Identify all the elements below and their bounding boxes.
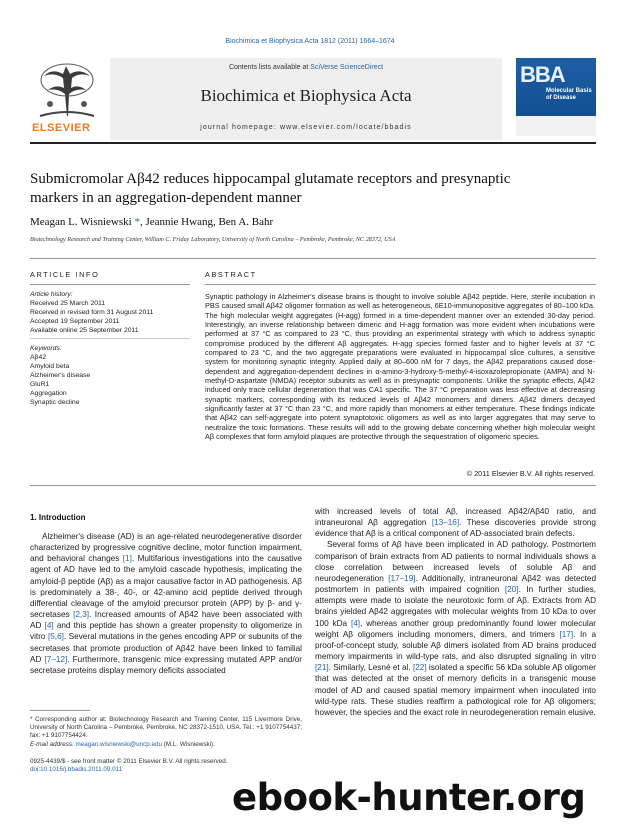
keyword-item: Synaptic decline	[30, 399, 80, 406]
citation-link[interactable]: [17–19]	[388, 573, 416, 583]
article-info-header: ARTICLE INFO	[30, 270, 100, 279]
citation-link[interactable]: [5,6]	[47, 632, 64, 642]
history-item: Available online 25 September 2011	[30, 327, 139, 334]
first-author: Meagan L. Wisniewski	[30, 216, 132, 228]
journal-banner	[110, 58, 502, 140]
journal-name: Biochimica et Biophysica Acta	[200, 86, 412, 105]
citation-link[interactable]: [4]	[350, 618, 361, 628]
text-run: Alzheimer's disease (AD) is an age-related neurodegenerative disorder characterized by progressive cognitive decline, motor function impairment, and behavioral changes	[30, 532, 302, 564]
text-run: . Furthermore, transgenic mice expressing mutated APP and/or secretase proteins display memory deficits associated	[30, 654, 302, 675]
issn-line: 0925-4439/$ - see front matter © 2011 Elsevier B.V. All rights reserved.	[30, 758, 228, 765]
keywords-rule	[30, 338, 190, 339]
email-label: E-mail address:	[30, 740, 76, 748]
citation-link[interactable]: [22]	[412, 663, 427, 673]
text-run: . Similarly, Lesné et al.	[328, 663, 413, 673]
keywords	[30, 344, 90, 407]
text-run: . Several mutations in the genes encoding APP or subunits of the secretases that promote production of Aβ42 have been linked to familial AD	[30, 632, 302, 664]
body-column-left	[30, 531, 302, 676]
text-run: Several forms of Aβ have been implicated in AD pathology. Postmortem comparison of brain extracts from AD patients to normal individuals shows a close correlation between increased levels of soluble Aβ and neurodegeneration	[315, 540, 596, 583]
masthead	[30, 58, 596, 140]
text-run: . Multifarious investigations into the causative agent of AD have led to the amyloid cascade hypothesis, implicating the amyloid-β peptide (Aβ) as a major causative factor in AD pathogenesis. Aβ is predominately a 38-, 40-, or 42-amino acid peptide derived through differential cleavage of the amyloid precursor protein (APP) by β- and γ-secretases	[30, 554, 302, 620]
corresponding-author-mark[interactable]: *	[131, 216, 140, 228]
keyword-item: Aggregation	[30, 390, 67, 397]
corresponding-author-footnote	[30, 716, 302, 749]
citation-link[interactable]: [2,3]	[73, 610, 90, 620]
text-run: . Additionally, intraneuronal Aβ42 was detected postmortem in patients with impaired cognition	[315, 573, 596, 595]
text-run: and this peptide has shown a greater propensity to oligomerize in vitro	[30, 621, 302, 642]
journal-cover	[516, 58, 596, 136]
contents-prefix: Contents lists available at	[228, 64, 311, 71]
email-link[interactable]: meagan.wisniewski@uncp.edu	[75, 740, 163, 748]
article-history	[30, 290, 153, 335]
keywords-label: Keywords:	[30, 345, 62, 352]
history-label: Article history:	[30, 291, 73, 298]
citation-link[interactable]: [4]	[44, 621, 54, 631]
article-info-rule	[30, 284, 190, 285]
footnote-rule	[30, 710, 90, 711]
doi-link[interactable]: doi:10.1016/j.bbadis.2011.09.011	[30, 766, 123, 774]
citation-link[interactable]: [13–16]	[431, 518, 460, 528]
affiliation-rule	[30, 258, 596, 259]
citation-link[interactable]: [21]	[315, 663, 329, 673]
paragraph	[30, 531, 302, 676]
footnote-email-line	[30, 741, 302, 749]
citation-link[interactable]: [17]	[559, 629, 574, 639]
text-run: . Increased amounts of Aβ42 have been associated with AD	[30, 610, 302, 631]
title-line-2: markers in an aggregation-dependent manner	[30, 190, 302, 206]
keyword-item: Amyloid beta	[30, 363, 70, 370]
keyword-item: Aβ42	[30, 354, 47, 361]
citation-link[interactable]: [20]	[504, 585, 519, 595]
journal-reference[interactable]: Biochimica et Biophysica Acta 1812 (2011) 1664–1674	[225, 38, 395, 45]
section-heading-introduction: 1. Introduction	[30, 513, 86, 522]
cover-subtitle: Molecular Basis of Disease	[546, 88, 592, 101]
email-suffix: (M.L. Wisniewski).	[162, 740, 215, 748]
history-item: Accepted 19 September 2011	[30, 318, 120, 325]
cover-logo: BBA	[520, 62, 565, 87]
masthead-rule	[30, 142, 596, 144]
citation-link[interactable]: [1]	[122, 554, 132, 564]
keyword-item: Alzheimer's disease	[30, 372, 91, 379]
body-column-right	[315, 506, 596, 718]
abstract-copyright: © 2011 Elsevier B.V. All rights reserved.	[466, 469, 595, 478]
paragraph	[315, 506, 596, 539]
abstract-text: Synaptic pathology in Alzheimer's disease brains is thought to involve soluble Aβ42 peptide. Here, sterile incubation in PBS caused small Aβ42 oligomer formation as well as heterogeneous, 6E10-immunopositive aggregates of 80–100 kDa. The high molecular weight aggregates (H-agg) formed in a time-dependent manner over an extended 30-day period. Interestingly, an inverse relationship between dimeric and H-agg formation was more evident when incubations were performed at 37 °C as compared to 23 °C, thus providing an experimental strategy with which to address synaptic compromise produced by the different Aβ aggregates. H-agg species formed faster and to higher levels at 37 °C compared to 23 °C, and the two aggregate preparations were evaluated in hippocampal slice cultures, a sensitive system for monitoring synaptic integrity. Applied daily at 80–600 nM for 7 days, the Aβ42 preparations caused dose-dependent and aggregation-dependent declines in α-amino-3-hydroxy-5-methyl-4-isoxazolepropionate (AMPA) and N-methyl-D-aspartate (NMDA) receptor subunits as well as in presynaptic components. Unlike the synaptic effects, Aβ42 induced only trace cellular degeneration that was CA1 specific. The 37 °C preparation was less effective at decreasing synaptic markers, corresponding with its reduced levels of Aβ42 monomers and dimers. Aβ42 dimers decayed significantly faster at 37 °C than 23 °C, and more rapidly than monomers at either temperature. These findings indicate that Aβ42 can self-aggregate into potent synaptotoxic oligomers as well as into larger aggregates that may serve to neutralize the toxic formations. These results will add to the growing debate concerning whether high molecular weight Aβ complexes that form amyloid plaques are protective through the sequestration of oligomeric species.	[205, 292, 595, 442]
abstract-rule	[205, 284, 596, 285]
text-run: isolated a specific 56 kDa soluble Aβ oligomer that was detected at the onset of memory deficits in a transgenic mouse model of AD and caused spatial memory impairment when inoculated into wild-type rats. These studies reaffirm a pathological role for Aβ oligomers; however, the species and the exact role in neurodegeneration remain elusive.	[315, 663, 596, 717]
text-run: . In further studies, attempts were made to isolate the neurotoxic form of Aβ. Extracts from AD brains yielded Aβ42 aggregates with molecular weights from 10 kDa to over 100 kDa	[315, 585, 597, 628]
keyword-item: GluR1	[30, 381, 50, 388]
text-run: , whereas another group predominantly found lower molecular weight Aβ oligomers including monomers, dimers, and trimers	[315, 618, 596, 639]
sciencedirect-link[interactable]: SciVerse ScienceDirect	[310, 64, 384, 71]
history-item: Received 25 March 2011	[30, 300, 106, 307]
co-authors: , Jeannie Hwang, Ben A. Bahr	[139, 216, 274, 228]
paragraph	[315, 539, 596, 718]
history-item: Received in revised form 31 August 2011	[30, 309, 154, 316]
abstract-bottom-rule	[30, 485, 596, 486]
watermark-text: ebook-hunter.org	[232, 776, 586, 819]
text-run: . These discoveries provide strong evidence that Aβ is a critical component of AD-associated brain defects.	[315, 518, 596, 539]
title-line-1: Submicromolar Aβ42 reduces hippocampal glutamate receptors and presynaptic	[30, 171, 511, 187]
abstract-header: ABSTRACT	[205, 270, 257, 279]
article-title	[30, 170, 590, 208]
text-run: . In a proof-of-concept study, soluble Aβ dimers isolated from AD brains produced memory impairments in wild-type rats, and also disrupted signaling in vitro	[315, 629, 596, 662]
elsevier-wordmark: ELSEVIER	[32, 122, 91, 134]
text-run: with increased levels of total Aβ, increased Aβ42/Aβ40 ratio, and intraneuronal Aβ aggregation	[315, 507, 596, 528]
contents-line	[110, 64, 502, 71]
footnote-text: * Corresponding author at: Biotechnology Research and Training Center, 115 Livermore Drive, University of North Carolina – Pembroke, Pembroke, NC 28372-1510, USA. Tel.: +1 9107754437; fax: +1 9107754424.	[30, 716, 302, 740]
author-list	[30, 216, 590, 228]
front-matter	[30, 758, 302, 774]
journal-homepage[interactable]: journal homepage: www.elsevier.com/locate/bbadis	[200, 124, 412, 131]
affiliation: Biotechnology Research and Training Center, William C. Friday Laboratory, University of North Carolina – Pembroke, Pembroke, NC 28372, USA	[30, 236, 396, 243]
cover-band	[516, 116, 596, 136]
citation-link[interactable]: [7–12]	[44, 654, 68, 664]
